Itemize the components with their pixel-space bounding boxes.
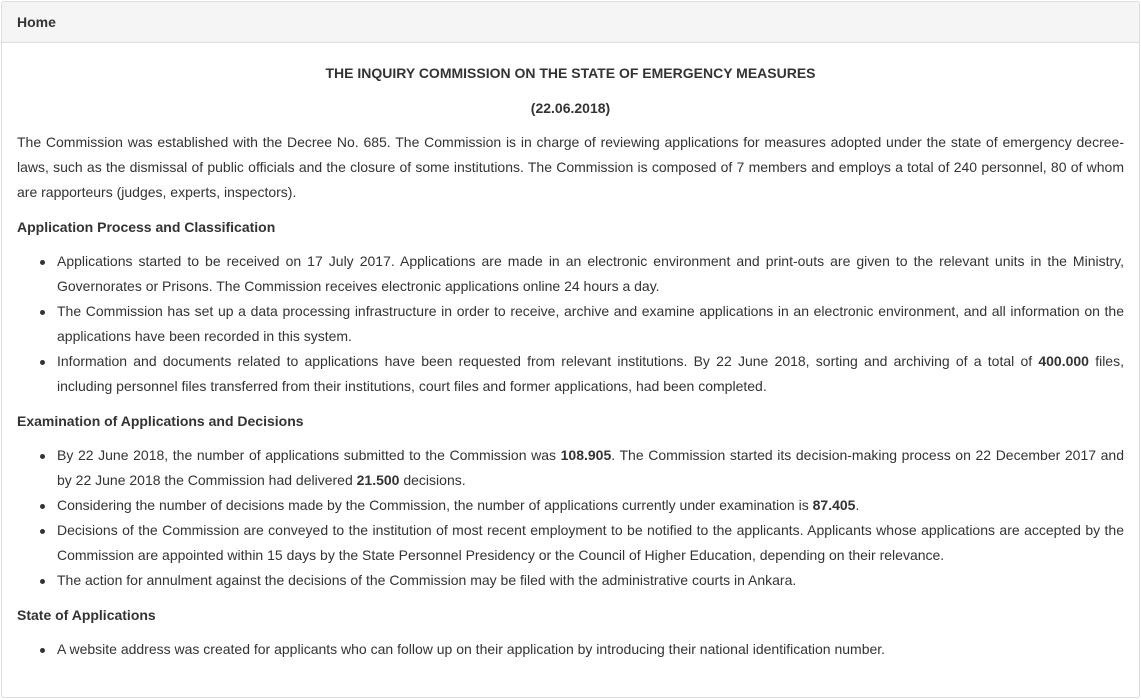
item-figure: 21.500 <box>356 472 400 488</box>
section-heading: Examination of Applications and Decisions <box>17 413 304 429</box>
item-figure: 87.405 <box>812 497 856 513</box>
panel-heading: Home <box>2 2 1139 43</box>
item-text: Applications started to be received on 17 July 2017. Applications are made in an electronic environment and print-outs are given to the relevant units in the Ministry, Governorates or Prisons. The Commission receives electronic applications online 24 hours a day. <box>57 253 1124 294</box>
item-text: . <box>855 497 860 513</box>
panel-body <box>2 43 1139 662</box>
list-item <box>17 349 1124 399</box>
document-date: (22.06.2018) <box>530 100 611 116</box>
item-text: Considering the number of decisions made by the Commission, the number of applications currently under examination is <box>57 497 813 513</box>
item-text: Information and documents related to applications have been requested from relevant institutions. By 22 June 2018, sorting and archiving of a total of <box>57 353 1039 369</box>
item-text: The action for annulment against the decisions of the Commission may be filed with the administrative courts in Ankara. <box>57 572 797 588</box>
list-item <box>17 493 1124 518</box>
list-item <box>17 249 1124 299</box>
item-text: decisions. <box>399 472 466 488</box>
item-text: By 22 June 2018, the number of applications submitted to the Commission was <box>57 447 561 463</box>
section-heading: State of Applications <box>17 607 156 623</box>
section-heading: Application Process and Classification <box>17 219 276 235</box>
item-text: A website address was created for applicants who can follow up on their application by introducing their national identification number. <box>57 641 886 657</box>
list-item <box>17 518 1124 568</box>
bullet-list <box>17 637 1124 662</box>
list-item <box>17 443 1124 493</box>
intro-paragraph: The Commission was established with the Decree No. 685. The Commission is in charge of reviewing applications for measures adopted under the state of emergency decree-laws, such as the dismissal of public officials and the closure of some institutions. The Commission is composed of 7 members and employs a total of 240 personnel, 80 of whom are rapporteurs (judges, experts, inspectors). <box>17 134 1124 200</box>
item-figure: 108.905 <box>560 447 612 463</box>
document-title: THE INQUIRY COMMISSION ON THE STATE OF EMERGENCY MEASURES <box>325 65 816 81</box>
item-figure: 400.000 <box>1038 353 1089 369</box>
bullet-list <box>17 443 1124 593</box>
content-panel <box>1 1 1140 698</box>
list-item <box>17 568 1124 593</box>
item-text: The Commission has set up a data processing infrastructure in order to receive, archive and examine applications in an electronic environment, and all information on the applications have been recorded in this system. <box>57 303 1124 344</box>
list-item <box>17 299 1124 349</box>
item-text: files, including personnel files transferred from their institutions, court files and former applications, had been completed. <box>57 353 1124 394</box>
item-text: Decisions of the Commission are conveyed to the institution of most recent employment to be notified to the applicants. Applicants whose applications are accepted by the Commission are appointed within 15 days by the State Personnel Presidency or the Council of Higher Education, depending on their relevance. <box>57 522 1124 563</box>
bullet-list <box>17 249 1124 399</box>
item-text: . The Commission started its decision-making process on 22 December 2017 and by 22 June 2018 the Commission had delivered <box>57 447 1125 488</box>
list-item <box>17 637 1124 662</box>
